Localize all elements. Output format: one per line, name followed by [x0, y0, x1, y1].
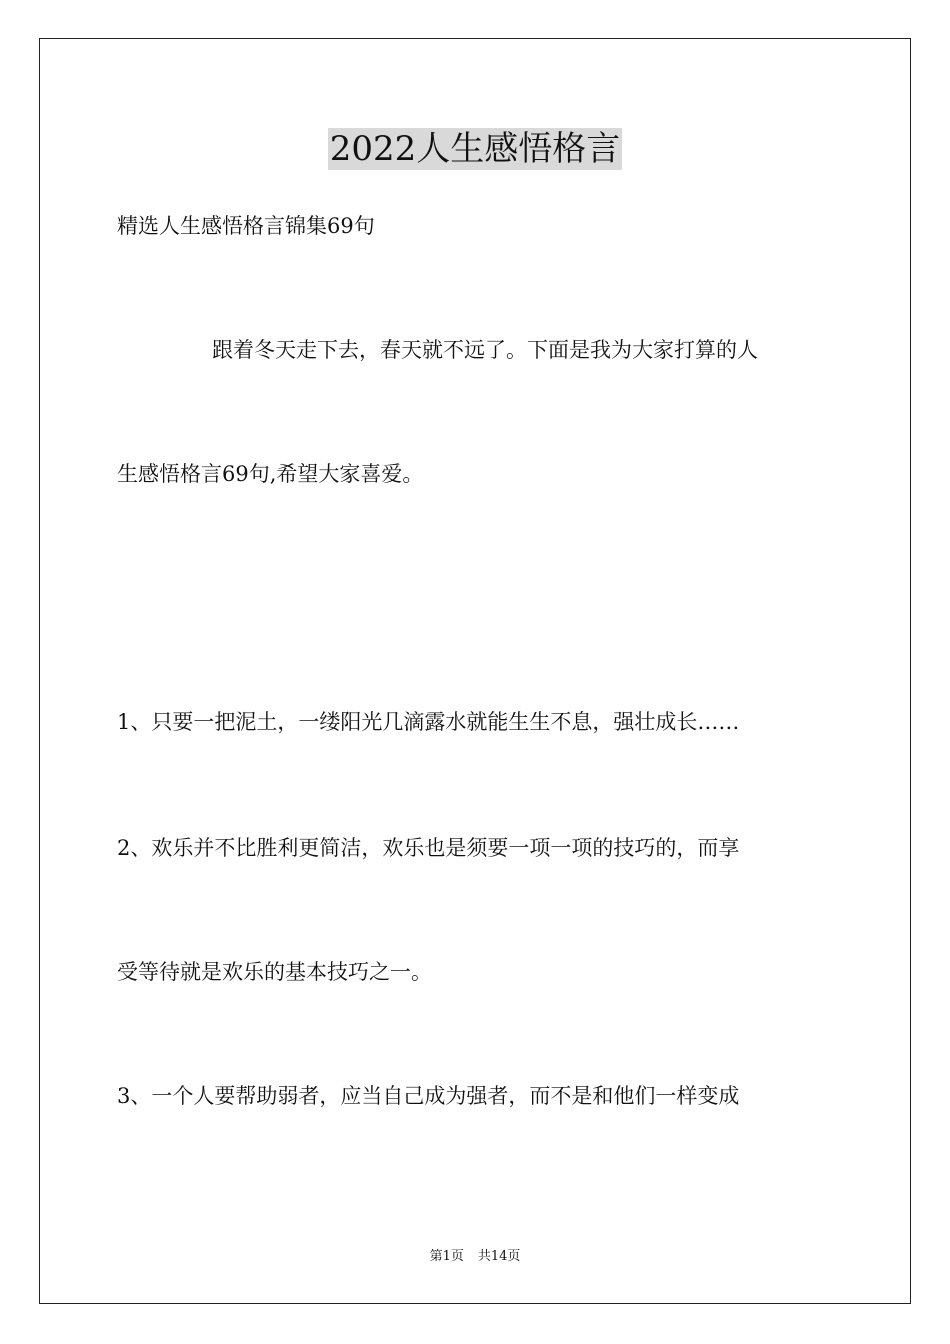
- page-total: 共14页: [477, 1249, 521, 1264]
- paragraph-intro-line-2: 生感悟格言69句,希望大家喜爱。: [117, 462, 424, 486]
- quote-1: 1、只要一把泥土，一缕阳光几滴露水就能生生不息，强壮成长……: [117, 710, 740, 734]
- quote-3-line-1: 3、一个人要帮助弱者，应当自己成为强者，而不是和他们一样变成: [117, 1084, 740, 1108]
- document-title: 2022人生感悟格言: [329, 129, 621, 169]
- page-number: 第1页: [429, 1249, 464, 1264]
- page-footer: [0, 1248, 950, 1266]
- paragraph-intro-line-1: 跟着冬天走下去，春天就不远了。下面是我为大家打算的人: [212, 338, 758, 362]
- title-container: [0, 128, 950, 170]
- quote-2-line-2: 受等待就是欢乐的基本技巧之一。: [117, 960, 432, 984]
- document-subtitle: 精选人生感悟格言锦集69句: [117, 214, 375, 238]
- quote-2-line-1: 2、欢乐并不比胜利更简洁，欢乐也是须要一项一项的技巧的，而享: [117, 836, 740, 860]
